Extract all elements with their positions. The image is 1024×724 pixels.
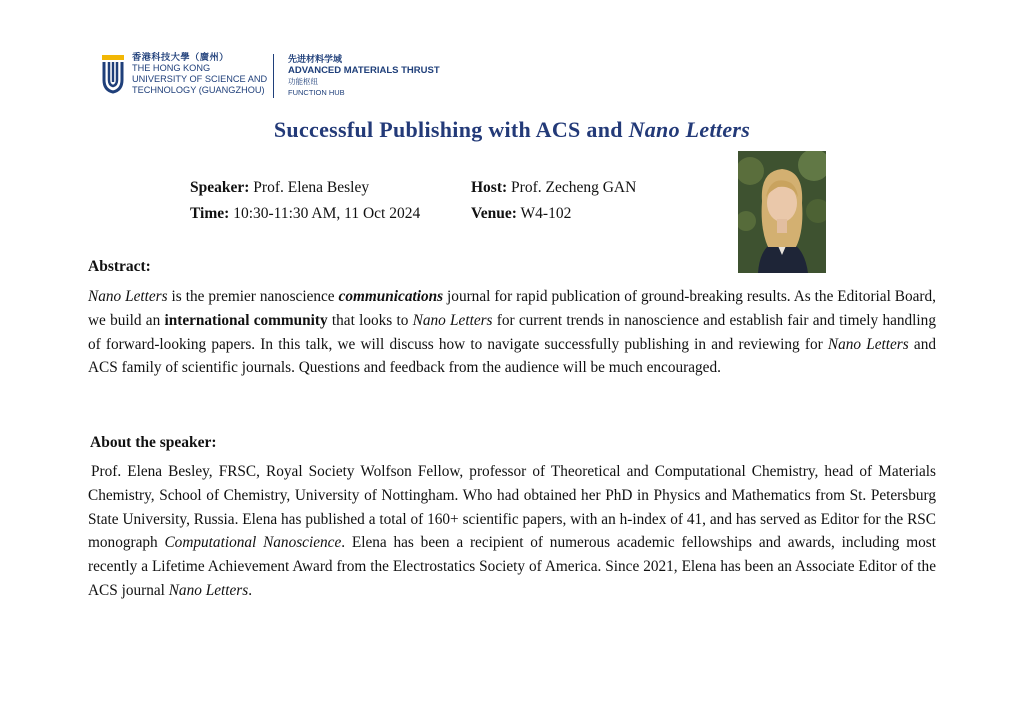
abstract-journal-2: Nano Letters [412,311,493,329]
abstract-journal-3: Nano Letters [827,335,909,353]
venue-label: Venue: [471,205,517,222]
university-name [132,52,267,96]
speaker-portrait-icon [738,151,826,273]
thrust-name-cn: 先进材料学域 [288,54,343,64]
host-line [471,179,636,197]
about-text [88,460,936,603]
university-name-en-1: THE HONG KONG [132,63,211,73]
page-title [0,117,1024,143]
time-line [190,205,420,223]
about-journal: Nano Letters [168,581,249,599]
title-prefix: Successful Publishing with ACS and [273,117,629,142]
about-heading: About the speaker: [90,434,217,451]
speaker-value: Prof. Elena Besley [249,179,370,196]
abstract-text [88,285,936,380]
venue-line [471,205,571,223]
host-value: Prof. Zecheng GAN [507,179,637,196]
abstract-span: for current trends in nanoscience and establish fair and timely handling of forward-looking papers. In this talk, we will discuss how to navigate successfully publishing in and reviewing for [88,311,936,353]
abstract-span: journal for rapid publication of ground-breaking results. As the Editorial Board, we build an [88,288,936,329]
abstract-heading: Abstract: [88,258,151,275]
header-divider [273,54,274,98]
time-value: 10:30-11:30 AM, 11 Oct 2024 [229,205,421,222]
hkust-gz-logo-icon [100,54,126,94]
thrust-name [288,54,440,98]
title-journal: Nano Letters [628,117,751,142]
about-span: Prof. Elena Besley, FRSC, Royal Society Wolfson Fellow, professor of Theoretical and Computational Chemistry, head of Materials Chemistry, School of Chemistry, University of Nottingham. Who had obtained her PhD in Physics and Mathematics from St. Petersburg State University, Russia. Elena has published a total of 160+ scientific papers, with an h-index of 41, and has served as Editor for the RSC monograph [88,463,936,552]
venue-value: W4-102 [516,205,572,222]
university-name-en-2: UNIVERSITY OF SCIENCE AND [132,74,268,84]
about-span: . [248,581,253,599]
abstract-journal-1: Nano Letters [88,288,168,305]
about-span: . Elena has been a recipient of numerous academic fellowships and awards, including most recently a Lifetime Achievement Award from the Electrostatics Society of America. Since 2021, Elena has been an Associate Editor of the ACS journal [88,534,936,599]
hub-name-en: FUNCTION HUB [288,88,345,97]
speaker-label: Speaker: [190,179,250,196]
university-name-en-3: TECHNOLOGY (GUANGZHOU) [132,85,265,95]
hub-name-cn: 功能枢纽 [288,77,318,86]
abstract-emphasis-communications: communications [338,288,444,305]
speaker-line [190,179,369,197]
abstract-span: and ACS family of scientific journals. Questions and feedback from the audience will be much encouraged. [88,335,936,377]
speaker-photo [738,151,826,273]
thrust-name-en: ADVANCED MATERIALS THRUST [288,65,440,76]
university-name-cn: 香港科技大學（廣州） [132,52,229,62]
abstract-span: is the premier nanoscience [167,288,339,305]
about-monograph-title: Computational Nanoscience [164,534,342,552]
time-label: Time: [190,205,230,222]
abstract-span: that looks to [327,311,413,329]
host-label: Host: [471,179,508,196]
abstract-emphasis-community: international community [164,311,328,329]
